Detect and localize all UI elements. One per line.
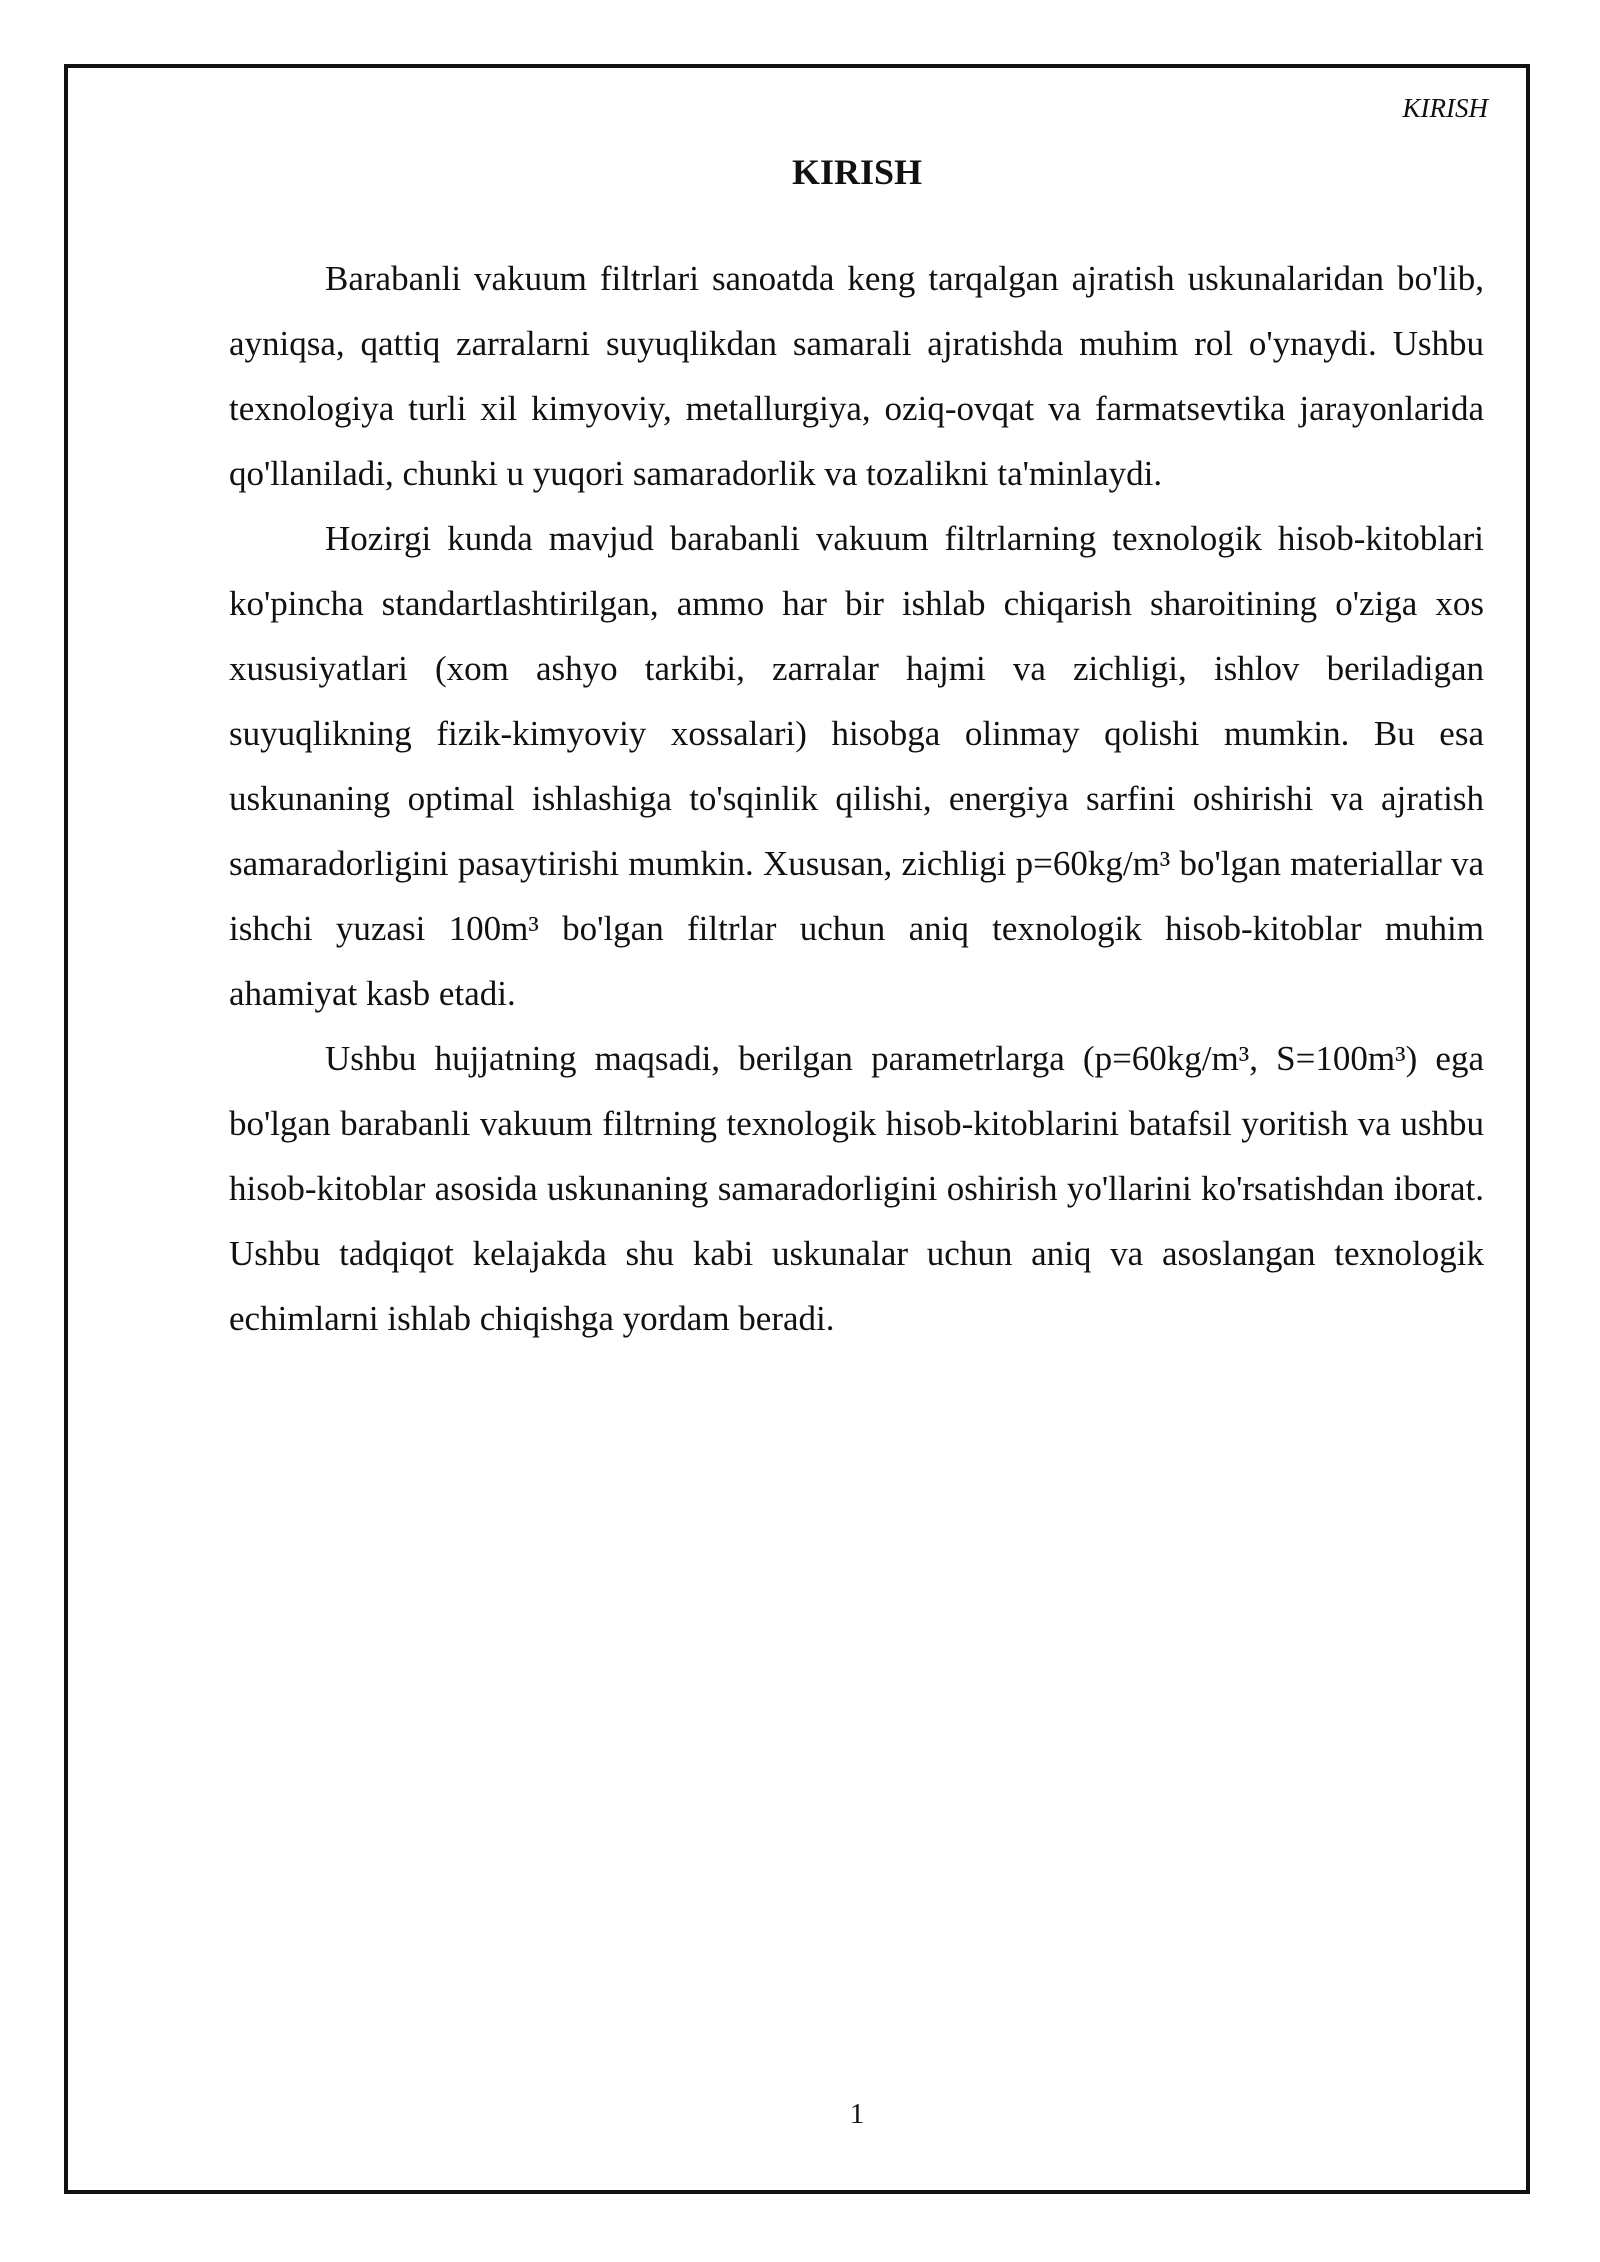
body-text bbox=[229, 246, 1484, 1351]
page-number: 1 bbox=[849, 2098, 865, 2130]
page-title: KIRISH bbox=[791, 152, 923, 192]
paragraph-1: Barabanli vakuum filtrlari sanoatda keng tarqalgan ajratish uskunalaridan bo'lib, ayniqsa, qattiq zarralarni suyuqlikdan samarali ajratishda muhim rol o'ynaydi. Ushbu texnologiya turli xil kimyoviy, metallurgiya, oziq-ovqat va farmatsevtika jarayonlarida qo'llaniladi, chunki u yuqori samaradorlik va tozalikni ta'minlaydi. bbox=[229, 259, 1484, 493]
paragraph-2: Hozirgi kunda mavjud barabanli vakuum filtrlarning texnologik hisob-kitoblari ko'pincha standartlashtirilgan, ammo har bir ishlab chiqarish sharoitining o'ziga xos xususiyatlari (xom ashyo tarkibi, zarralar hajmi va zichligi, ishlov beriladigan suyuqlikning fizik-kimyoviy xossalari) hisobga olinmay qolishi mumkin. Bu esa uskunaning optimal ishlashiga to'sqinlik qilishi, energiya sarfini oshirishi va ajratish samaradorligini pasaytirishi mumkin. Xususan, zichligi p=60kg/m³ bo'lgan materiallar va ishchi yuzasi 100m³ bo'lgan filtrlar uchun aniq texnologik hisob-kitoblar muhim ahamiyat kasb etadi. bbox=[229, 519, 1484, 1013]
running-header: KIRISH bbox=[1402, 93, 1488, 123]
paragraph-3: Ushbu hujjatning maqsadi, berilgan parametrlarga (p=60kg/m³, S=100m³) ega bo'lgan barabanli vakuum filtrning texnologik hisob-kitoblarini batafsil yoritish va ushbu hisob-kitoblar asosida uskunaning samaradorligini oshirish yo'llarini ko'rsatishdan iborat. Ushbu tadqiqot kelajakda shu kabi uskunalar uchun aniq va asoslangan texnologik echimlarni ishlab chiqishga yordam beradi. bbox=[229, 1039, 1484, 1338]
